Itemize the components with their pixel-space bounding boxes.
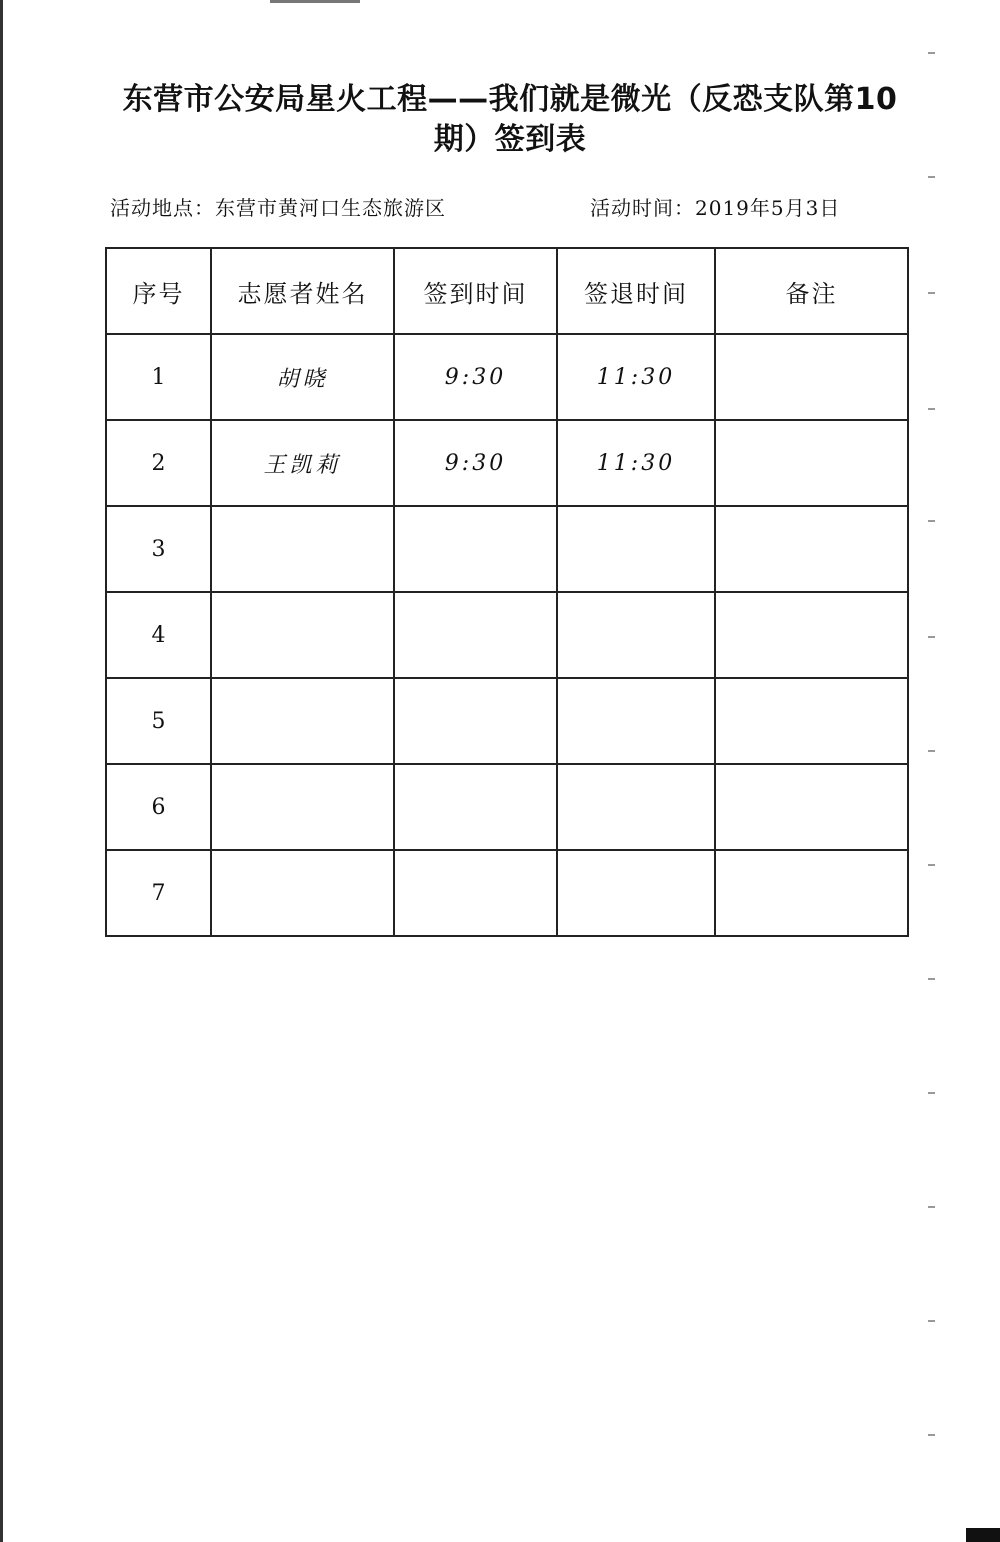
row-note (715, 506, 908, 592)
margin-tick (928, 1320, 935, 1322)
table-row (106, 506, 908, 592)
column-header-sign-in: 签到时间 (394, 248, 557, 334)
row-seq: 1 (106, 334, 211, 420)
row-note (715, 850, 908, 936)
table-row (106, 678, 908, 764)
row-name (211, 678, 394, 764)
row-note (715, 592, 908, 678)
margin-tick (928, 292, 935, 294)
margin-tick (928, 52, 935, 54)
margin-tick (928, 864, 935, 866)
row-sign-in (394, 592, 557, 678)
row-sign-out (557, 592, 715, 678)
table-row (106, 850, 908, 936)
margin-tick (928, 1092, 935, 1094)
row-sign-out (557, 506, 715, 592)
location-label: 活动地点： (110, 196, 215, 220)
document-title: 东营市公安局星火工程——我们就是微光（反恐支队第10期）签到表 (122, 82, 898, 157)
row-sign-in: 9:30 (394, 420, 557, 506)
row-seq: 3 (106, 506, 211, 592)
row-sign-in (394, 764, 557, 850)
row-note (715, 334, 908, 420)
column-header-sign-out: 签退时间 (557, 248, 715, 334)
row-seq: 4 (106, 592, 211, 678)
row-sign-out: 11:30 (557, 420, 715, 506)
row-sign-out (557, 850, 715, 936)
row-name (211, 506, 394, 592)
column-header-note: 备注 (715, 248, 908, 334)
activity-time (590, 192, 840, 221)
row-name (211, 764, 394, 850)
column-header-seq: 序号 (106, 248, 211, 334)
row-note (715, 764, 908, 850)
row-name: 胡晓 (211, 334, 394, 420)
row-sign-in (394, 506, 557, 592)
row-note (715, 420, 908, 506)
row-seq: 6 (106, 764, 211, 850)
row-name (211, 850, 394, 936)
scan-mark (270, 0, 360, 3)
margin-tick (928, 1206, 935, 1208)
scan-mark (966, 1528, 1000, 1542)
scan-edge (0, 0, 3, 1542)
location-value: 东营市黄河口生态旅游区 (215, 196, 446, 220)
activity-location (110, 192, 446, 221)
sign-in-table (105, 247, 909, 937)
row-name: 王凯莉 (211, 420, 394, 506)
row-seq: 7 (106, 850, 211, 936)
margin-tick (928, 978, 935, 980)
row-sign-in: 9:30 (394, 334, 557, 420)
table-row (106, 420, 908, 506)
margin-tick (928, 176, 935, 178)
margin-tick (928, 750, 935, 752)
row-sign-out (557, 678, 715, 764)
row-sign-out (557, 764, 715, 850)
time-label: 活动时间： (590, 196, 695, 220)
margin-tick (928, 408, 935, 410)
row-seq: 5 (106, 678, 211, 764)
table-row (106, 334, 908, 420)
row-sign-out: 11:30 (557, 334, 715, 420)
column-header-name: 志愿者姓名 (211, 248, 394, 334)
table-row (106, 592, 908, 678)
row-note (715, 678, 908, 764)
table-row (106, 764, 908, 850)
margin-tick (928, 1434, 935, 1436)
margin-tick (928, 636, 935, 638)
time-value: 2019年5月3日 (695, 196, 841, 220)
margin-tick (928, 520, 935, 522)
row-seq: 2 (106, 420, 211, 506)
row-name (211, 592, 394, 678)
row-sign-in (394, 850, 557, 936)
row-sign-in (394, 678, 557, 764)
table-header-row (106, 248, 908, 334)
